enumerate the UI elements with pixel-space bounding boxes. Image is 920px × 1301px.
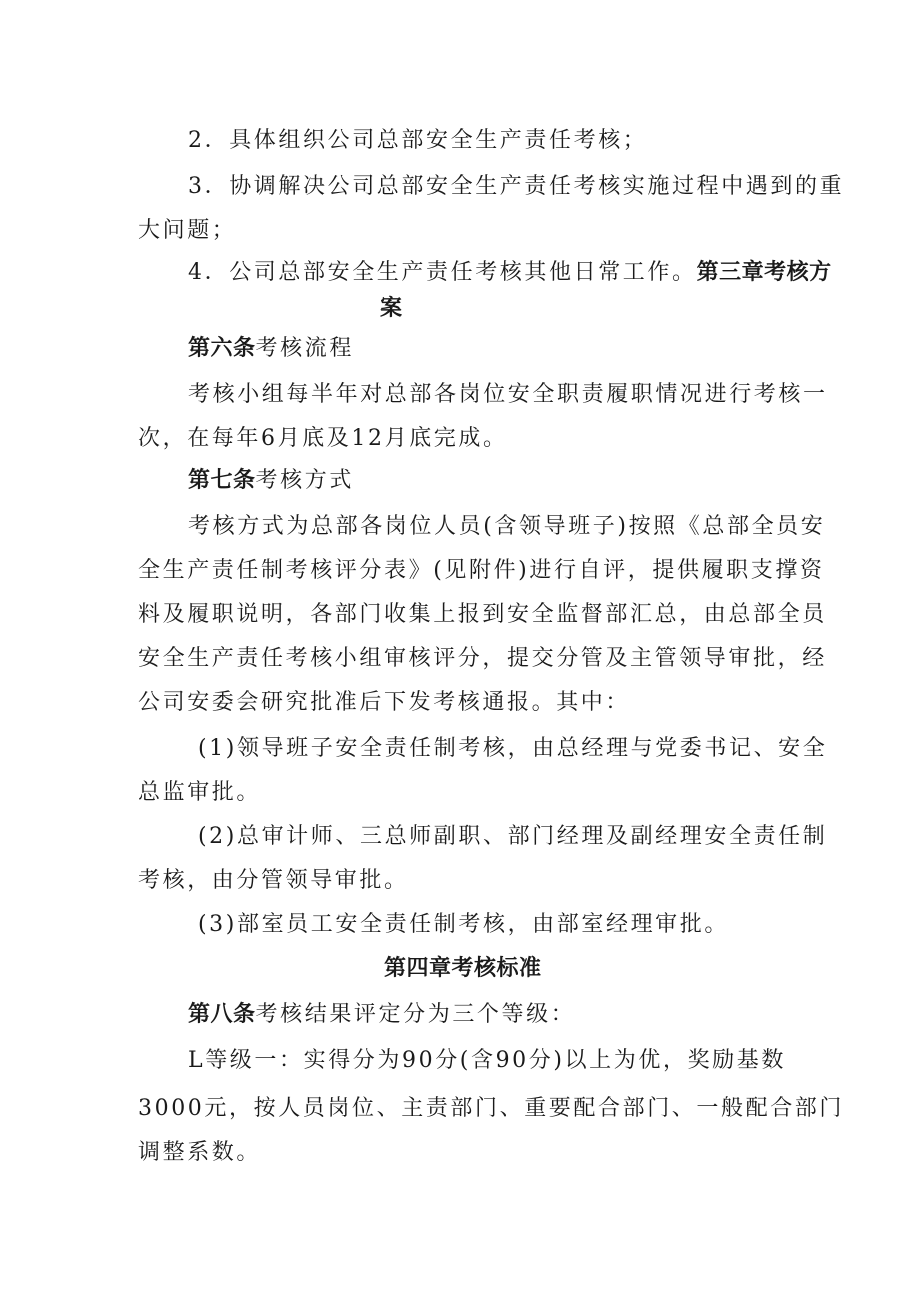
chapter-3-heading-part1: 第三章考核方 (696, 260, 832, 285)
article-6-title: 考核流程 (255, 336, 354, 361)
item-4-text: 4．公司总部安全生产责任考核其他日常工作。 (188, 260, 697, 285)
article-7-body-text1: 考核方式为总部各岗位人员(含领导班子)按照《总部全员安 (188, 514, 826, 539)
article-7-body-text4: 安全生产责任考核小组审核评分，提交分管及主管领导审批，经 (138, 646, 827, 671)
list-item-3-text: (3)部室员工安全责任制考核，由部室经理审批。 (198, 912, 729, 937)
list-item-2-text2: 考核，由分管领导审批。 (138, 868, 409, 893)
article-7-body-line3 (0, 600, 920, 630)
list-item-2-text1: (2)总审计师、三总师副职、部门经理及副经理安全责任制 (198, 824, 828, 849)
article-8-heading (0, 1000, 920, 1030)
article-8-label: 第八条 (188, 1002, 256, 1027)
paragraph-item-3-line1 (0, 172, 920, 202)
article-6-body-line2 (0, 424, 920, 454)
list-item-3 (0, 910, 920, 940)
chapter-4-title: 第四章考核标准 (384, 956, 542, 981)
article-6-body-text2: 次，在每年6月底及12月底完成。 (138, 426, 508, 451)
article-7-heading (0, 466, 920, 496)
list-item-1-line2 (0, 778, 920, 808)
chapter-3-heading-part2 (0, 294, 920, 324)
article-7-label: 第七条 (188, 468, 256, 493)
level-1-text1: L等级一：实得分为90分(含90分)以上为优，奖励基数 (188, 1048, 786, 1073)
list-item-1-text1: (1)领导班子安全责任制考核，由总经理与党委书记、安全 (198, 736, 828, 761)
paragraph-item-2 (0, 126, 920, 156)
item-2-text: 2．具体组织公司总部安全生产责任考核； (188, 128, 648, 153)
level-1-line2 (0, 1094, 920, 1124)
list-item-2-line2 (0, 866, 920, 896)
level-1-text3: 调整系数。 (138, 1140, 262, 1165)
article-7-title: 考核方式 (255, 468, 354, 493)
paragraph-item-4 (0, 258, 920, 288)
article-6-body-text1: 考核小组每半年对总部各岗位安全职责履职情况进行考核一 (188, 382, 828, 407)
item-3-text-line1: 3．协调解决公司总部安全生产责任考核实施过程中遇到的重 (188, 174, 845, 199)
chapter-4-heading (0, 954, 920, 984)
article-7-body-line4 (0, 644, 920, 674)
article-6-body-line1 (0, 380, 920, 410)
article-7-body-line2 (0, 556, 920, 586)
level-1-line3 (0, 1138, 920, 1168)
paragraph-item-3-line2 (0, 216, 920, 246)
chapter-3-heading-tail: 案 (380, 296, 403, 321)
list-item-1-text2: 总监审批。 (138, 780, 262, 805)
level-1-text2: 3000元，按人员岗位、主责部门、重要配合部门、一般配合部门 (138, 1096, 844, 1121)
article-7-body-line1 (0, 512, 920, 542)
item-3-text-line2: 大问题； (138, 218, 237, 243)
article-6-label: 第六条 (188, 336, 256, 361)
level-1-line1 (0, 1046, 920, 1076)
list-item-2-line1 (0, 822, 920, 852)
article-7-body-text2: 全生产责任制考核评分表》(见附件)进行自评，提供履职支撑资 (138, 558, 825, 583)
article-8-title: 考核结果评定分为三个等级： (255, 1002, 576, 1027)
list-item-1-line1 (0, 734, 920, 764)
article-6-heading (0, 334, 920, 364)
article-7-body-text3: 料及履职说明，各部门收集上报到安全监督部汇总，由总部全员 (138, 602, 827, 627)
article-7-body-text5: 公司安委会研究批准后下发考核通报。其中： (138, 690, 631, 715)
article-7-body-line5 (0, 688, 920, 718)
